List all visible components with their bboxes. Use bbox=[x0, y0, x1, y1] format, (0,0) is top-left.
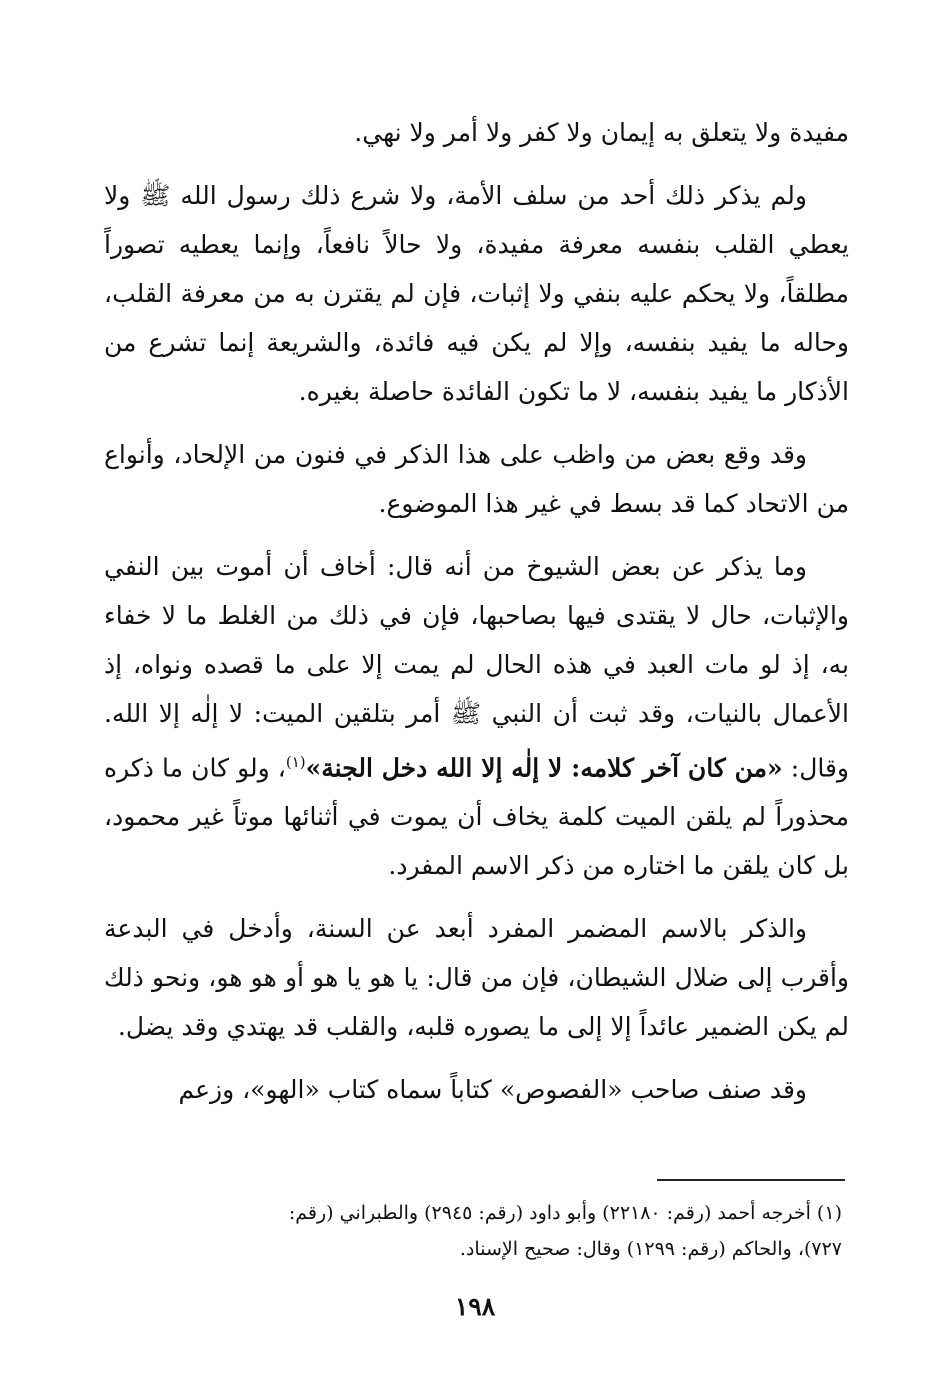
footnote-line-2: ٧٢٧)، والحاكم (رقم: ١٢٩٩) وقال: صحيح الإسناد. bbox=[459, 1238, 842, 1260]
footnote bbox=[104, 1195, 842, 1267]
page-number: ١٩٨ bbox=[454, 1292, 496, 1321]
footnote-reference[interactable]: (١) bbox=[285, 753, 306, 771]
paragraph-4 bbox=[104, 542, 849, 890]
paragraph-4-text-a: وما يذكر عن بعض الشيوخ من أنه قال: أخاف أن أموت بين النفي والإثبات، حال لا يقتدى فيها بصاحبها، فإن في ذلك من الغلط ما لا خفاء به، إذ لو مات العبد في هذه الحال لم يمت إلا على ما قصده ونواه، إذ الأعمال بالنيات، وقد ثبت أن النبي ﷺ أمر بتلقين الميت: لا إلٰه إلا الله. وقال: bbox=[104, 552, 849, 783]
paragraph-6: وقد صنف صاحب «الفصوص» كتاباً سماه كتاب «الهو»، وزعم bbox=[178, 1075, 807, 1105]
paragraph-5: والذكر بالاسم المضمر المفرد أبعد عن السنة، وأدخل في البدعة وأقرب إلى ضلال الشيطان، فإن من قال: يا هو يا هو أو هو هو، ونحو ذلك لم يكن الضمير عائداً إلا إلى ما يصوره قلبه، والقلب قد يهتدي وقد يضل. bbox=[104, 914, 849, 1042]
footnote-divider bbox=[657, 1179, 845, 1181]
page-body bbox=[104, 108, 849, 1128]
hadith-quote: «من كان آخر كلامه: لا إلٰه إلا الله دخل الجنة» bbox=[305, 753, 783, 783]
paragraph-2: ولم يذكر ذلك أحد من سلف الأمة، ولا شرع ذلك رسول الله ﷺ ولا يعطي القلب بنفسه معرفة مفيدة، ولا حالاً نافعاً، وإنما يعطيه تصوراً مطلقاً، ولا يحكم عليه بنفي ولا إثبات، فإن لم يقترن به من معرفة القلب، وحاله ما يفيد بنفسه، وإلا لم يكن فيه فائدة، والشريعة إنما تشرع من الأذكار ما يفيد بنفسه، لا ما تكون الفائدة حاصلة بغيره. bbox=[104, 181, 849, 406]
paragraph-4-text-b: ، ولو كان ما ذكره محذوراً لم يلقن الميت كلمة يخاف أن يموت في أثنائها موتاً غير محمود، بل كان يلقن ما اختاره من ذكر الاسم المفرد. bbox=[104, 753, 849, 881]
footnote-line-1: (١) أخرجه أحمد (رقم: ٢٢١٨٠) وأبو داود (رقم: ٢٩٤٥) والطبراني (رقم: bbox=[288, 1202, 842, 1224]
paragraph-3: وقد وقع بعض من واظب على هذا الذكر في فنون من الإلحاد، وأنواع من الاتحاد كما قد بسط في غير هذا الموضوع. bbox=[104, 440, 849, 518]
paragraph-1: مفيدة ولا يتعلق به إيمان ولا كفر ولا أمر ولا نهي. bbox=[354, 118, 849, 147]
